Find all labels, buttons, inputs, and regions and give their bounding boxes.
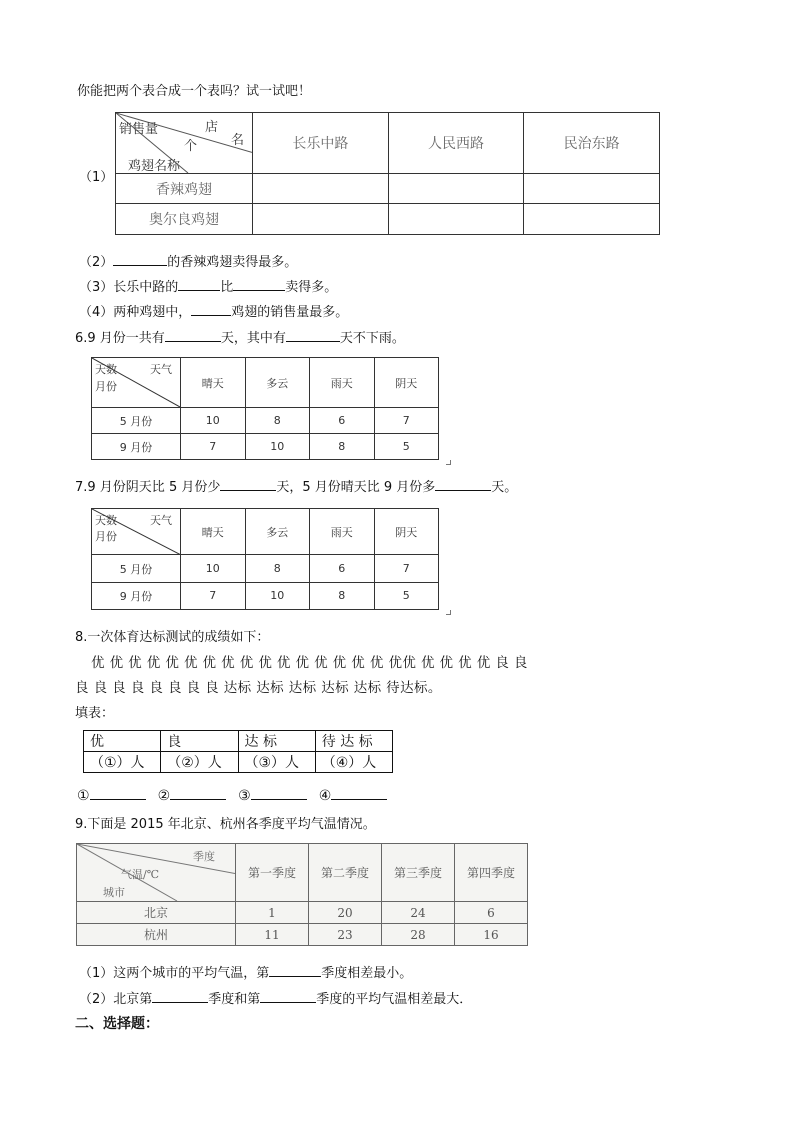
question-1-4: （4）两种鸡翅中， 鸡翅的销售量最多。	[79, 305, 349, 320]
question-8-title: 8.一次体育达标测试的成绩如下：	[75, 630, 270, 645]
weather-table-q7	[91, 508, 439, 610]
temp-col: 第三季度	[382, 844, 455, 902]
weather-cell: 8	[245, 408, 310, 434]
question-1-2: （2） 的香辣鸡翅卖得最多。	[79, 255, 298, 270]
answer-blank[interactable]	[113, 253, 167, 266]
weather-col: 阴天	[374, 358, 439, 408]
table1-col-3: 民治东路	[524, 113, 660, 174]
table1-header-top: 店	[204, 120, 218, 135]
question-6: 6.9 月份一共有 天，其中有 天不下雨。	[75, 331, 405, 346]
temperature-table	[76, 843, 528, 946]
answer-blank[interactable]	[152, 990, 208, 1003]
table1-cell	[253, 174, 389, 204]
weather-cell: 10	[245, 582, 310, 609]
grade-cell: （①）人	[84, 752, 161, 773]
table1-header-mid: 销售量	[119, 122, 159, 137]
weather-table-q6	[91, 357, 439, 460]
table1-diagonal-header	[116, 113, 253, 174]
grade-cell: （④）人	[315, 752, 392, 773]
weather-col: 晴天	[181, 509, 246, 555]
answer-blank[interactable]	[170, 787, 226, 800]
table1-col-2: 人民西路	[388, 113, 524, 174]
intro-text: 你能把两个表合成一个表吗？试一试吧！	[77, 84, 312, 99]
weather-col: 晴天	[181, 358, 246, 408]
weather-cell: 8	[310, 582, 375, 609]
answer-blank[interactable]	[165, 329, 221, 342]
question-7: 7.9 月份阴天比 5 月份少 天，5 月份晴天比 9 月份多 天。	[75, 480, 518, 495]
temp-cell: 23	[309, 924, 382, 946]
grade-cell: （③）人	[238, 752, 315, 773]
grade-table	[83, 730, 393, 773]
answer-blank[interactable]	[233, 278, 285, 291]
corner-mark	[446, 610, 451, 615]
question-9-title: 9.下面是 2015 年北京、杭州各季度平均气温情况。	[75, 817, 376, 832]
weather-row-label: 5 月份	[92, 408, 181, 434]
weather-cell: 10	[245, 434, 310, 460]
answer-blank[interactable]	[191, 303, 231, 316]
weather-cell: 7	[374, 408, 439, 434]
temp-col: 第二季度	[309, 844, 382, 902]
weather-cell: 5	[374, 434, 439, 460]
answer-blank[interactable]	[260, 990, 316, 1003]
weather-cell: 10	[181, 408, 246, 434]
weather-col: 阴天	[374, 509, 439, 555]
question-9-1: （1）这两个城市的平均气温，第 季度相差最小。	[79, 966, 413, 981]
temp-col: 第四季度	[455, 844, 528, 902]
weather-cell: 6	[310, 408, 375, 434]
table1-header-bottom: 鸡翅名称	[128, 159, 181, 174]
question-1-label: （1）	[79, 170, 114, 185]
weather-cell: 7	[181, 434, 246, 460]
answer-blank[interactable]	[178, 278, 220, 291]
question-1-3: （3）长乐中路的 比 卖得多。	[79, 280, 338, 295]
answer-blank[interactable]	[269, 964, 321, 977]
fill-table-label: 填表：	[75, 706, 115, 721]
table1-header-top2: 名	[230, 133, 244, 148]
question-9-2: （2）北京第 季度和第 季度的平均气温相差最大．	[79, 992, 473, 1007]
section-2-heading: 二、选择题：	[75, 1016, 159, 1032]
weather-diagonal-header: 天数 天气 月份	[92, 358, 181, 408]
weather-cell: 10	[181, 555, 246, 582]
temp-row-city: 北京	[77, 902, 236, 924]
weather-row-label: 5 月份	[92, 555, 181, 582]
temp-cell: 16	[455, 924, 528, 946]
temp-row-city: 杭州	[77, 924, 236, 946]
table1-cell	[253, 204, 389, 235]
answer-blank[interactable]	[251, 787, 307, 800]
grade-header: 优	[84, 731, 161, 752]
grade-header: 达 标	[238, 731, 315, 752]
table1-cell	[388, 204, 524, 235]
weather-col: 雨天	[310, 358, 375, 408]
answer-blank[interactable]	[286, 329, 340, 342]
weather-cell: 7	[181, 582, 246, 609]
table1-header-unit: 个	[184, 139, 198, 154]
table1-row-1: 香辣鸡翅	[116, 174, 253, 204]
weather-row-label: 9 月份	[92, 582, 181, 609]
grade-header: 良	[161, 731, 238, 752]
temp-cell: 11	[236, 924, 309, 946]
temp-cell: 28	[382, 924, 455, 946]
table1-col-1: 长乐中路	[253, 113, 389, 174]
question-8-line-1: 优 优 优 优 优 优 优 优 优 优 优 优 优 优 优 优 优优 优 优 优 优 良 良	[91, 655, 528, 671]
answer-blank[interactable]	[435, 478, 491, 491]
weather-col: 雨天	[310, 509, 375, 555]
temp-cell: 24	[382, 902, 455, 924]
grade-cell: （②）人	[161, 752, 238, 773]
chicken-wing-table	[115, 112, 660, 235]
weather-diagonal-header: 天数 天气 月份	[92, 509, 181, 555]
weather-cell: 8	[245, 555, 310, 582]
temp-cell: 6	[455, 902, 528, 924]
question-8-answers: ① ② ③ ④	[77, 787, 387, 804]
answer-blank[interactable]	[220, 478, 276, 491]
weather-cell: 7	[374, 555, 439, 582]
question-8-line-2: 良 良 良 良 良 良 良 良 达标 达标 达标 达标 达标 待达标。	[75, 680, 442, 696]
weather-cell: 8	[310, 434, 375, 460]
temp-col: 第一季度	[236, 844, 309, 902]
table1-cell	[524, 174, 660, 204]
table1-row-2: 奥尔良鸡翅	[116, 204, 253, 235]
weather-col: 多云	[245, 509, 310, 555]
temp-cell: 20	[309, 902, 382, 924]
corner-mark	[446, 460, 451, 465]
weather-cell: 5	[374, 582, 439, 609]
weather-row-label: 9 月份	[92, 434, 181, 460]
answer-blank[interactable]	[331, 787, 387, 800]
temp-cell: 1	[236, 902, 309, 924]
table1-cell	[388, 174, 524, 204]
weather-col: 多云	[245, 358, 310, 408]
answer-blank[interactable]	[90, 787, 146, 800]
grade-header: 待 达 标	[315, 731, 392, 752]
weather-cell: 6	[310, 555, 375, 582]
temp-diagonal-header: 季度 气温/℃ 城市	[77, 844, 236, 902]
table1-cell	[524, 204, 660, 235]
